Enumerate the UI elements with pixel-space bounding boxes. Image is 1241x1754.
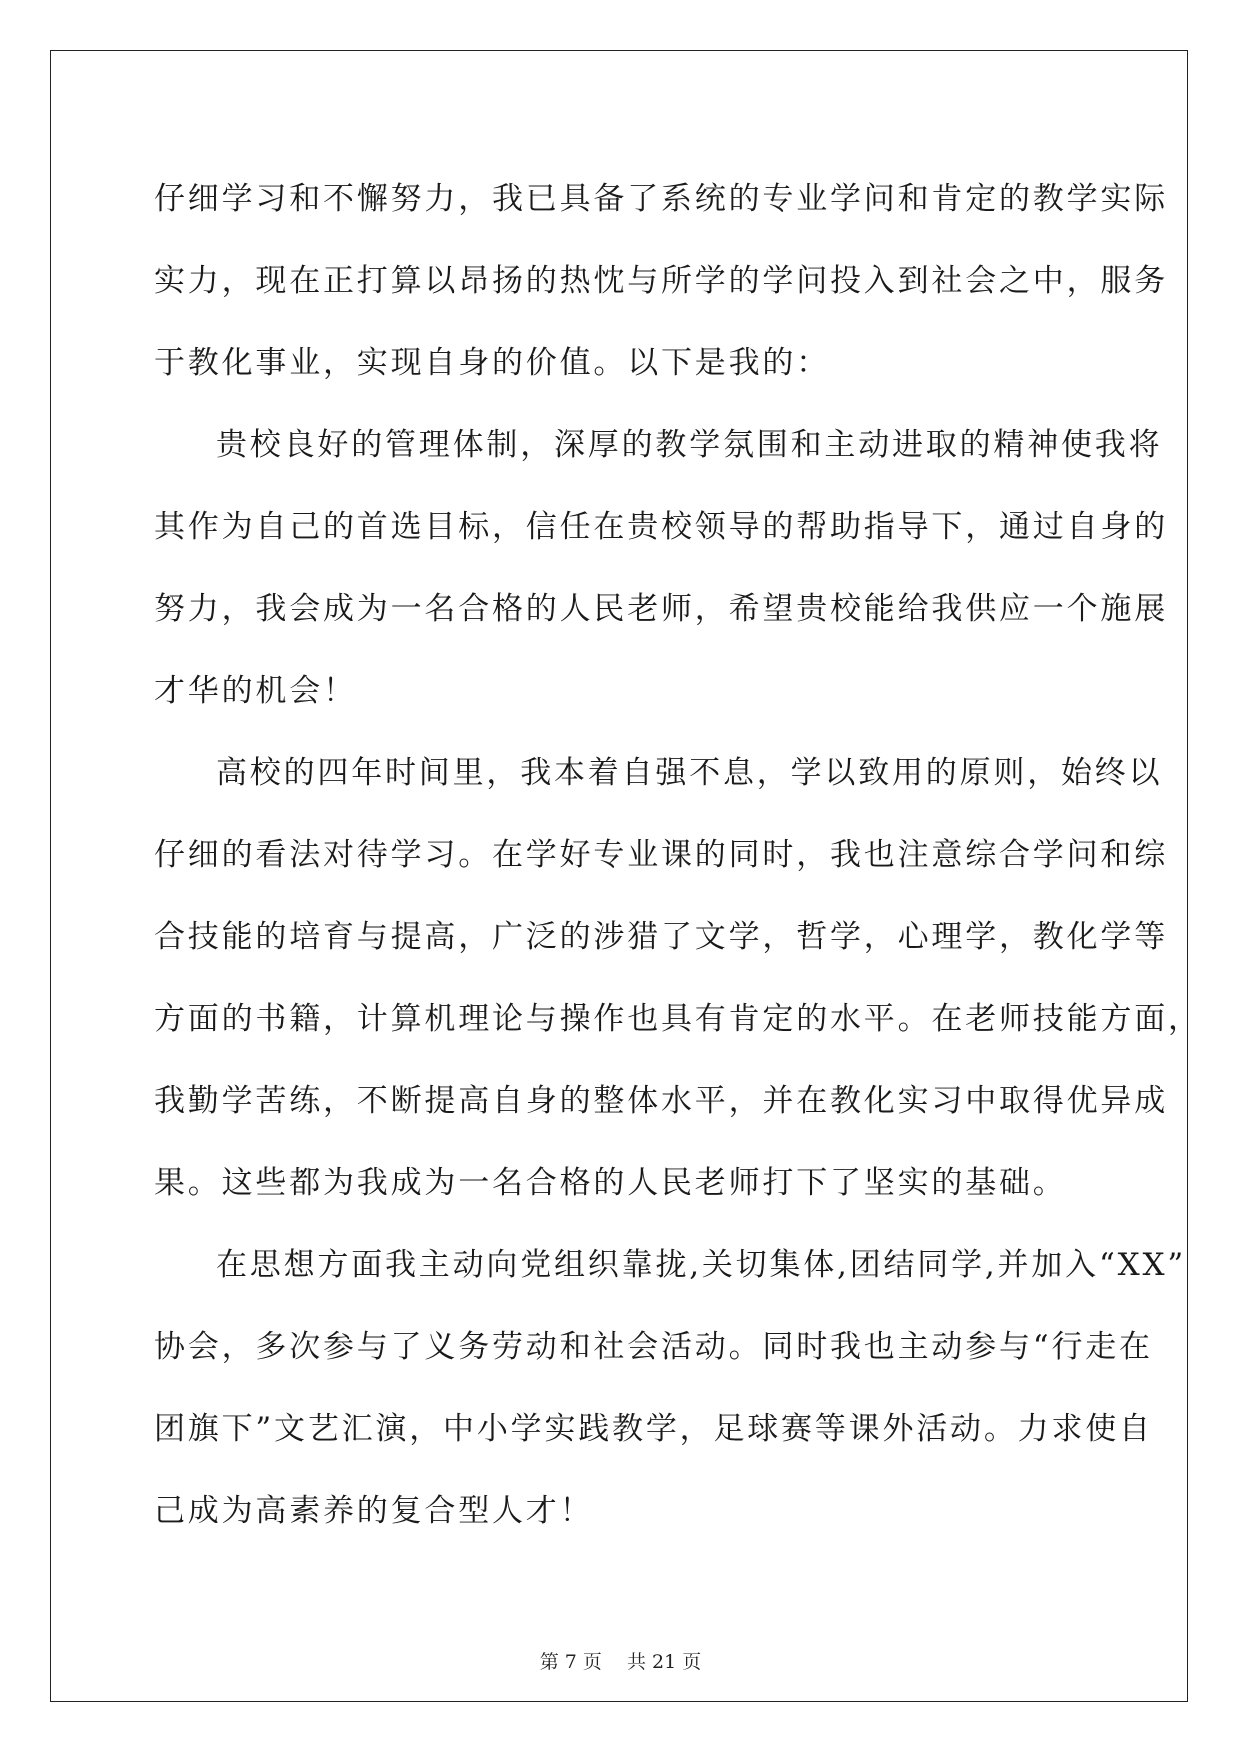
text-line: 贵校良好的管理体制，深厚的教学氛围和主动进取的精神使我将	[216, 427, 1163, 463]
text-line: 仔细的看法对待学习。在学好专业课的同时，我也注意综合学问和综	[154, 837, 1168, 873]
text-line: 才华的机会！	[154, 673, 357, 709]
text-line: 团旗下”文艺汇演，中小学实践教学，足球赛等课外活动。力求使自	[154, 1411, 1153, 1447]
document-body	[154, 158, 1202, 1552]
page-number-footer: 第 7 页 共 21 页	[539, 1651, 702, 1673]
text-line: 我勤学苦练，不断提高自身的整体水平，并在教化实习中取得优异成	[154, 1083, 1168, 1119]
text-line: 仔细学习和不懈努力，我已具备了系统的专业学问和肯定的教学实际	[154, 181, 1168, 217]
text-line: 合技能的培育与提高，广泛的涉猎了文学，哲学，心理学，教化学等	[154, 919, 1168, 955]
text-line: 于教化事业，实现自身的价值。以下是我的：	[154, 345, 830, 381]
text-line: 在思想方面我主动向党组织靠拢,关切集体,团结同学,并加入“XX”	[216, 1247, 1186, 1283]
text-line: 方面的书籍，计算机理论与操作也具有肯定的水平。在老师技能方面，	[154, 1001, 1202, 1037]
text-line: 己成为高素养的复合型人才！	[154, 1493, 594, 1529]
text-line: 协会，多次参与了义务劳动和社会活动。同时我也主动参与“行走在	[154, 1329, 1153, 1365]
text-line: 努力，我会成为一名合格的人民老师，希望贵校能给我供应一个施展	[154, 591, 1168, 627]
text-line: 果。这些都为我成为一名合格的人民老师打下了坚实的基础。	[154, 1165, 1067, 1201]
text-line: 实力，现在正打算以昂扬的热忱与所学的学问投入到社会之中，服务	[154, 263, 1168, 299]
text-line: 其作为自己的首选目标，信任在贵校领导的帮助指导下，通过自身的	[154, 509, 1168, 545]
text-line: 高校的四年时间里，我本着自强不息，学以致用的原则，始终以	[216, 755, 1163, 791]
